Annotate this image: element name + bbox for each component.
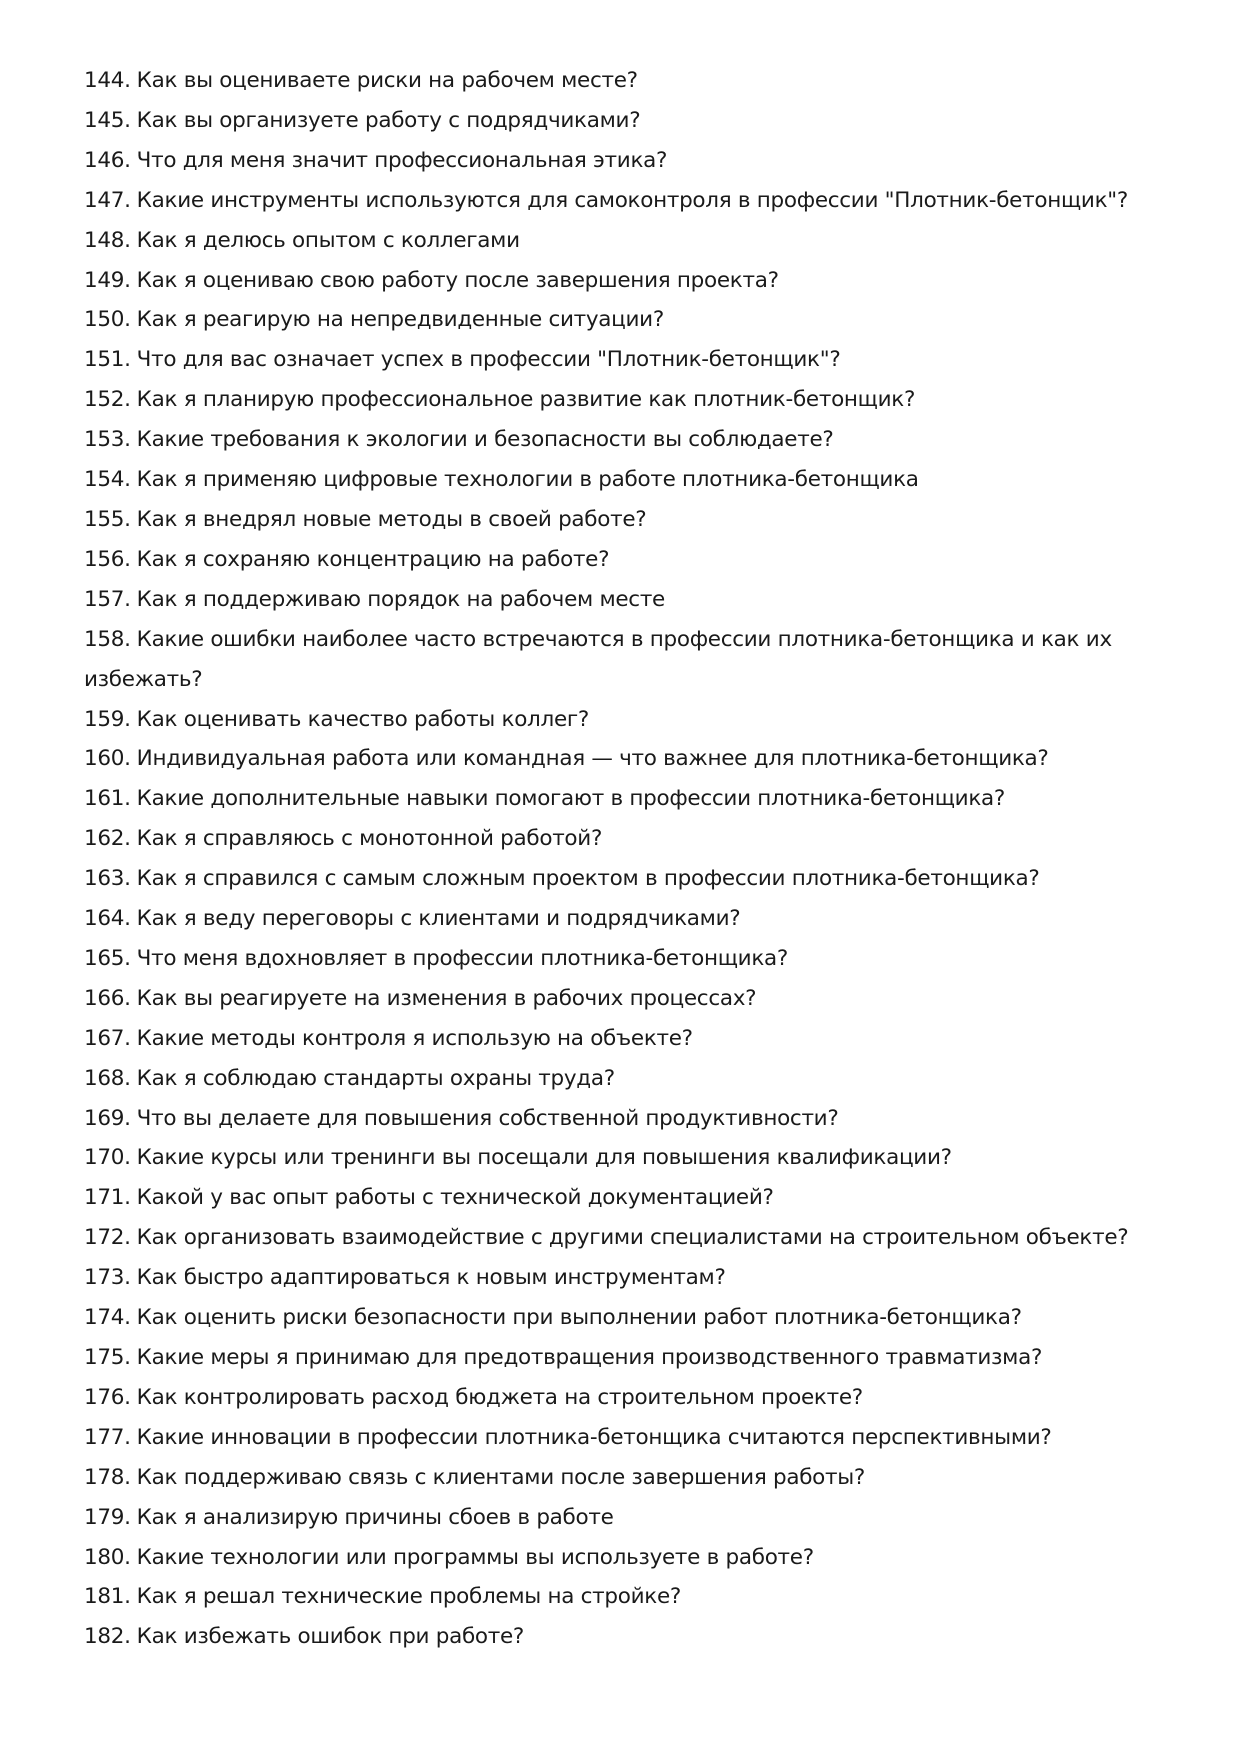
- item-number: 156.: [84, 546, 131, 572]
- item-number: 178.: [84, 1464, 131, 1490]
- item-number: 167.: [84, 1025, 131, 1051]
- item-number: 158.: [84, 626, 131, 652]
- item-text: Как я оцениваю свою работу после завершения проекта?: [136, 267, 779, 293]
- item-number: 165.: [84, 945, 131, 971]
- item-text: Что для меня значит профессиональная этика?: [136, 147, 668, 173]
- list-item: [84, 181, 1184, 221]
- item-text: Какие технологии или программы вы используете в работе?: [136, 1544, 814, 1570]
- list-item: [84, 540, 1184, 580]
- item-number: 170.: [84, 1145, 131, 1171]
- item-number: 144.: [84, 68, 131, 93]
- item-text: Какие методы контроля я использую на объекте?: [136, 1025, 693, 1051]
- item-text: Как я реагирую на непредвиденные ситуации?: [136, 307, 664, 333]
- item-number: 169.: [84, 1105, 131, 1131]
- item-number: 164.: [84, 906, 131, 932]
- item-number: 160.: [84, 746, 131, 772]
- item-number: 181.: [84, 1584, 131, 1610]
- item-number: 148.: [84, 227, 131, 253]
- item-text: Как я анализирую причины сбоев в работе: [136, 1504, 614, 1530]
- list-item: [84, 221, 1184, 261]
- list-item: [84, 1218, 1184, 1258]
- list-item: [84, 899, 1184, 939]
- item-text: Как я соблюдаю стандарты охраны труда?: [136, 1065, 615, 1091]
- list-item: [84, 500, 1184, 540]
- item-number: 182.: [84, 1624, 131, 1650]
- item-number: 161.: [84, 786, 131, 812]
- item-number: 153.: [84, 427, 131, 453]
- item-text: Как организовать взаимодействие с другими специалистами на строительном объекте?: [136, 1225, 1129, 1251]
- item-text: Как оценивать качество работы коллег?: [136, 706, 589, 732]
- item-number: 168.: [84, 1065, 131, 1091]
- item-number: 171.: [84, 1185, 131, 1211]
- list-item: [84, 300, 1184, 340]
- list-item: [84, 61, 1184, 101]
- item-text: Как вы организуете работу с подрядчиками?: [136, 107, 641, 133]
- item-text: Как я веду переговоры с клиентами и подрядчиками?: [136, 906, 741, 932]
- list-item: [84, 700, 1184, 740]
- item-number: 146.: [84, 147, 131, 173]
- list-item: [84, 340, 1184, 380]
- item-number: 179.: [84, 1504, 131, 1530]
- list-item: [84, 859, 1184, 899]
- item-number: 159.: [84, 706, 131, 732]
- item-number: 157.: [84, 586, 131, 612]
- item-number: 175.: [84, 1345, 131, 1370]
- item-text: Как быстро адаптироваться к новым инструментам?: [136, 1265, 726, 1291]
- item-number: 162.: [84, 826, 131, 852]
- list-item: [84, 380, 1184, 420]
- item-text: Какие курсы или тренинги вы посещали для повышения квалификации?: [136, 1145, 952, 1171]
- list-item: [84, 1338, 1184, 1378]
- list-item: [84, 1538, 1184, 1578]
- list-item: [84, 1418, 1184, 1458]
- item-text: Какие ошибки наиболее часто встречаются в профессии плотника-бетонщика и как их избежать?: [84, 626, 1112, 692]
- item-text: Что меня вдохновляет в профессии плотника-бетонщика?: [136, 945, 788, 971]
- item-number: 176.: [84, 1384, 131, 1410]
- item-text: Что для вас означает успех в профессии "Плотник-бетонщик"?: [136, 347, 841, 373]
- item-text: Какой у вас опыт работы с технической документацией?: [136, 1185, 774, 1211]
- item-text: Как я решал технические проблемы на стройке?: [136, 1584, 682, 1610]
- list-item: [84, 620, 1184, 700]
- question-list: [84, 61, 1184, 1657]
- item-number: 163.: [84, 866, 131, 892]
- item-number: 172.: [84, 1225, 131, 1251]
- list-item: [84, 979, 1184, 1019]
- item-number: 152.: [84, 387, 131, 413]
- list-item: [84, 1099, 1184, 1139]
- item-text: Как поддерживаю связь с клиентами после завершения работы?: [136, 1464, 866, 1490]
- item-number: 177.: [84, 1424, 131, 1450]
- item-number: 154.: [84, 467, 131, 493]
- item-text: Какие инновации в профессии плотника-бетонщика считаются перспективными?: [136, 1424, 1052, 1450]
- list-item: [84, 261, 1184, 301]
- item-number: 174.: [84, 1305, 131, 1331]
- item-number: 147.: [84, 187, 131, 213]
- list-item: [84, 939, 1184, 979]
- item-text: Индивидуальная работа или командная — что важнее для плотника-бетонщика?: [136, 746, 1049, 772]
- item-text: Что вы делаете для повышения собственной продуктивности?: [136, 1105, 839, 1131]
- item-text: Как вы оцениваете риски на рабочем месте?: [136, 68, 638, 93]
- list-item: [84, 1178, 1184, 1218]
- item-text: Как избежать ошибок при работе?: [136, 1624, 525, 1650]
- item-number: 173.: [84, 1265, 131, 1291]
- list-item: [84, 739, 1184, 779]
- list-item: [84, 1498, 1184, 1538]
- item-text: Как я применяю цифровые технологии в работе плотника-бетонщика: [136, 467, 919, 493]
- item-number: 166.: [84, 985, 131, 1011]
- item-text: Как я планирую профессиональное развитие как плотник-бетонщик?: [136, 387, 916, 413]
- item-number: 155.: [84, 506, 131, 532]
- item-text: Как контролировать расход бюджета на строительном проекте?: [136, 1384, 863, 1410]
- list-item: [84, 1458, 1184, 1498]
- item-text: Как оценить риски безопасности при выполнении работ плотника-бетонщика?: [136, 1305, 1022, 1331]
- item-text: Как я сохраняю концентрацию на работе?: [136, 546, 610, 572]
- list-item: [84, 420, 1184, 460]
- list-item: [84, 1577, 1184, 1617]
- list-item: [84, 1138, 1184, 1178]
- list-item: [84, 1617, 1184, 1657]
- list-item: [84, 1019, 1184, 1059]
- item-number: 151.: [84, 347, 131, 373]
- item-text: Как я поддерживаю порядок на рабочем месте: [136, 586, 665, 612]
- item-number: 149.: [84, 267, 131, 293]
- item-text: Как я справился с самым сложным проектом в профессии плотника-бетонщика?: [136, 866, 1040, 892]
- list-item: [84, 460, 1184, 500]
- item-number: 180.: [84, 1544, 131, 1570]
- list-item: [84, 1298, 1184, 1338]
- list-item: [84, 819, 1184, 859]
- list-item: [84, 101, 1184, 141]
- item-number: 145.: [84, 107, 131, 133]
- list-item: [84, 779, 1184, 819]
- item-text: Какие дополнительные навыки помогают в профессии плотника-бетонщика?: [136, 786, 1006, 812]
- item-text: Как я справляюсь с монотонной работой?: [136, 826, 603, 852]
- item-text: Как вы реагируете на изменения в рабочих процессах?: [136, 985, 757, 1011]
- item-text: Как я делюсь опытом с коллегами: [136, 227, 520, 253]
- item-text: Какие меры я принимаю для предотвращения производственного травматизма?: [136, 1345, 1043, 1370]
- list-item: [84, 141, 1184, 181]
- item-text: Как я внедрял новые методы в своей работе?: [136, 506, 647, 532]
- item-number: 150.: [84, 307, 131, 333]
- list-item: [84, 1059, 1184, 1099]
- list-item: [84, 580, 1184, 620]
- list-item: [84, 1378, 1184, 1418]
- item-text: Какие требования к экологии и безопасности вы соблюдаете?: [136, 427, 834, 453]
- list-item: [84, 1258, 1184, 1298]
- item-text: Какие инструменты используются для самоконтроля в профессии "Плотник-бетонщик"?: [136, 187, 1128, 213]
